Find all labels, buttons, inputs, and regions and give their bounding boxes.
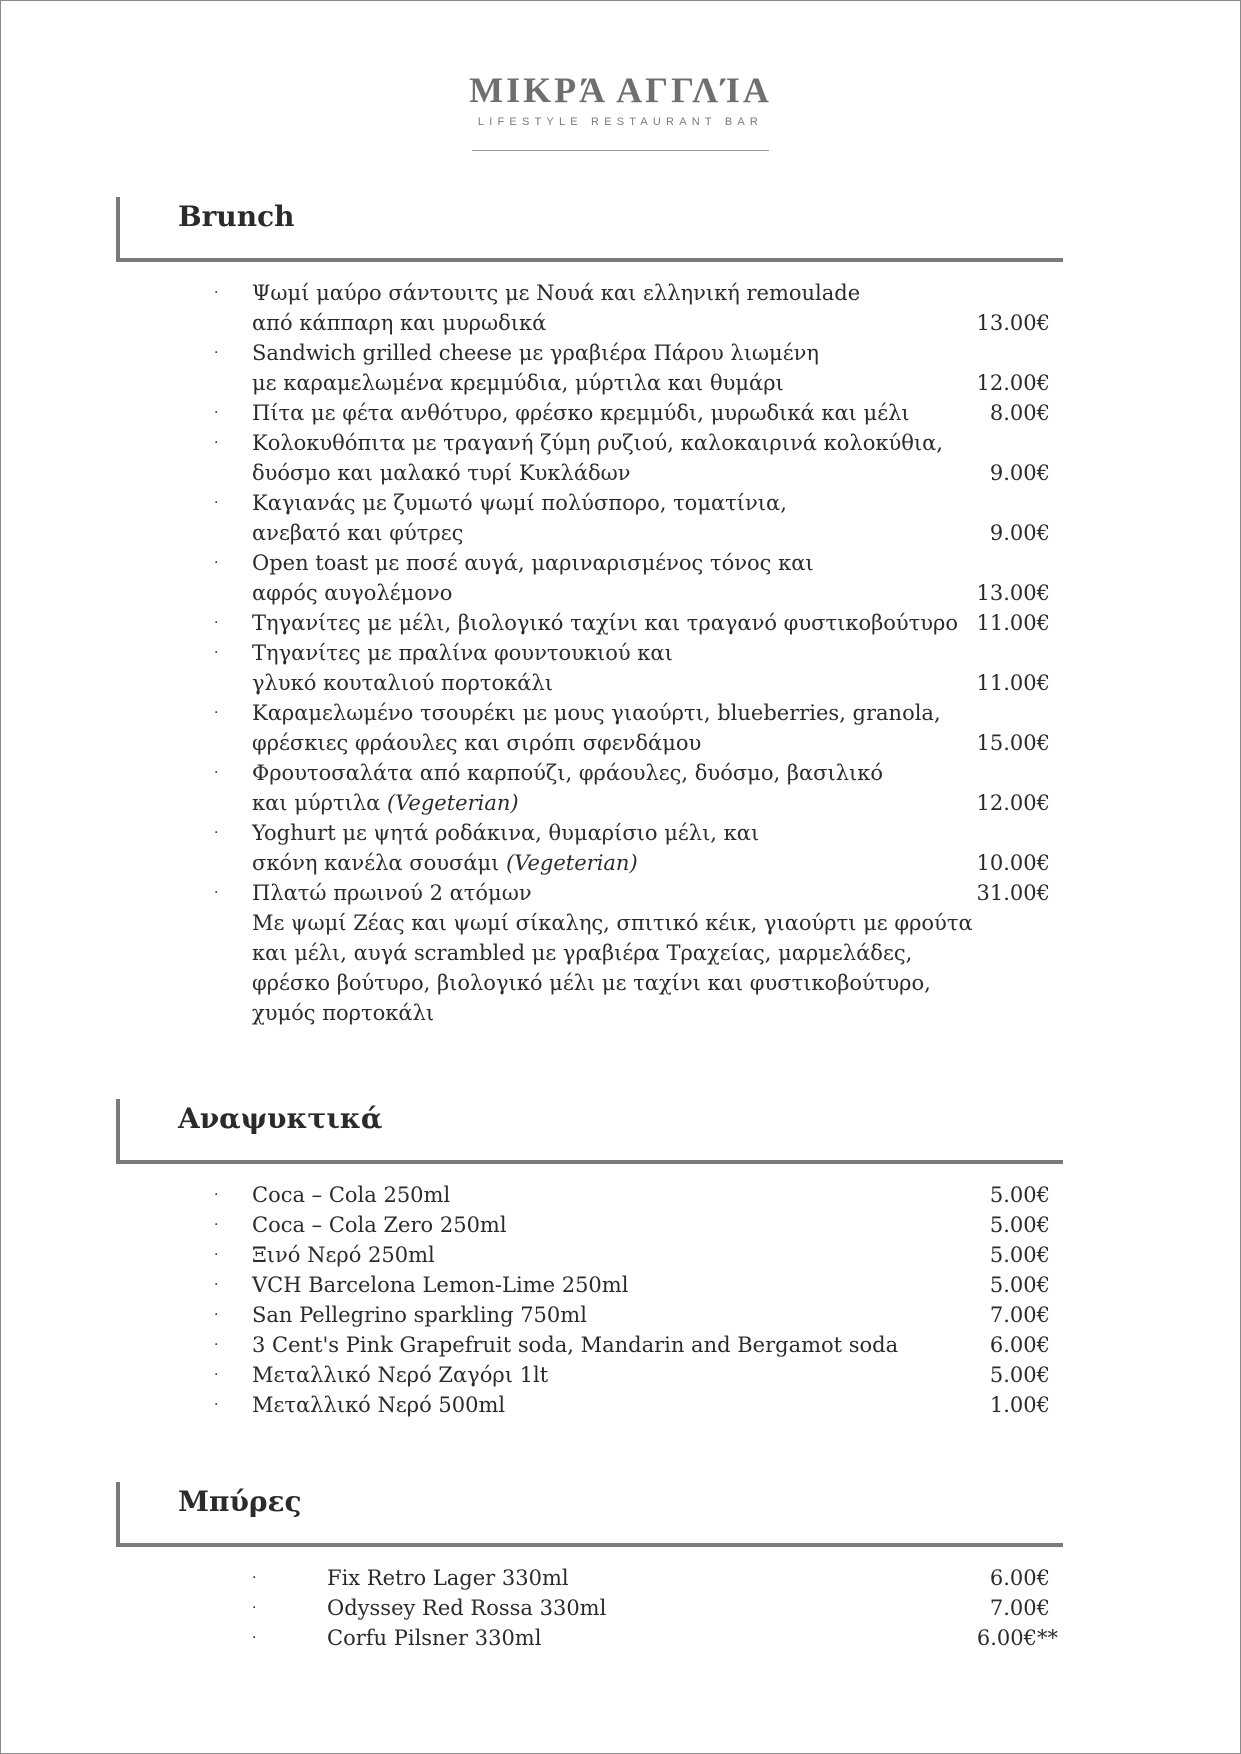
drink-name: VCH Barcelona Lemon-Lime 250ml xyxy=(252,1273,629,1297)
menu-item-line: με καραμελωμένα κρεμμύδια, μύρτιλα και θυμάρι xyxy=(252,371,784,395)
drink-name: San Pellegrino sparkling 750ml xyxy=(252,1303,587,1327)
menu-item-text xyxy=(252,518,463,548)
drink-name: Μεταλλικό Νερό 500ml xyxy=(252,1393,506,1417)
menu-item-line: Τηγανίτες με μέλι, βιολογικό ταχίνι και τραγανό φυστικοβούτυρο xyxy=(252,611,959,635)
menu-item-text xyxy=(252,488,787,518)
drink-name: 3 Cent's Pink Grapefruit soda, Mandarin and Bergamot soda xyxy=(252,1333,899,1357)
menu-item-price: 11.00€ xyxy=(976,611,1050,635)
beer-price: 6.00€** xyxy=(976,1626,1058,1650)
bullet: · xyxy=(214,405,219,421)
menu-item-text xyxy=(252,368,784,398)
menu-item-line: Τηγανίτες με πραλίνα φουντουκιού και xyxy=(252,641,673,665)
bullet: · xyxy=(214,1247,219,1263)
drink-name: Coca – Cola Zero 250ml xyxy=(252,1213,507,1237)
menu-item-line: γλυκό κουταλιού πορτοκάλι xyxy=(252,671,553,695)
drink-price: 5.00€ xyxy=(989,1213,1050,1237)
drink-name: Μεταλλικό Νερό Ζαγόρι 1lt xyxy=(252,1363,549,1387)
drink-price: 7.00€ xyxy=(989,1303,1050,1327)
beer-price: 7.00€ xyxy=(989,1596,1050,1620)
bullet: · xyxy=(252,1600,257,1616)
menu-item-text xyxy=(252,878,532,908)
menu-item-line: Ψωμί μαύρο σάντουιτς με Νουά και ελληνική remoulade xyxy=(252,281,861,305)
menu-item-text xyxy=(252,728,701,758)
section-title-brunch: Brunch xyxy=(178,200,295,233)
menu-item-price: 10.00€ xyxy=(976,851,1050,875)
drink-price: 5.00€ xyxy=(989,1363,1050,1387)
section-header-beers xyxy=(116,1482,1063,1547)
menu-item-line: σκόνη κανέλα σουσάμι xyxy=(252,851,507,875)
menu-item-line: Φρουτοσαλάτα από καρπούζι, φράουλες, δυόσμο, βασιλικό xyxy=(252,761,884,785)
drink-name: Ξινό Νερό 250ml xyxy=(252,1243,435,1267)
menu-item-text xyxy=(252,698,941,728)
beer-name: Corfu Pilsner 330ml xyxy=(327,1626,542,1650)
vegetarian-tag: (Vegeterian) xyxy=(380,791,519,815)
menu-item-line: φρέσκιες φράουλες και σιρόπι σφενδάμου xyxy=(252,731,702,755)
beer-price: 6.00€ xyxy=(989,1566,1050,1590)
menu-item-line: ανεβατό και φύτρες xyxy=(252,521,464,545)
section-title-beers: Μπύρες xyxy=(178,1485,302,1518)
menu-item-line: Yoghurt με ψητά ροδάκινα, θυμαρίσιο μέλι, και xyxy=(252,821,760,845)
menu-item-price: 15.00€ xyxy=(976,731,1050,755)
menu-item-text xyxy=(252,668,553,698)
menu-item-text xyxy=(252,278,860,308)
bullet: · xyxy=(214,1187,219,1203)
section-header-softdrinks xyxy=(116,1099,1063,1164)
section-title-softdrinks: Αναψυκτικά xyxy=(178,1102,383,1135)
menu-item-line: και μύρτιλα xyxy=(252,791,381,815)
bullet: · xyxy=(214,1307,219,1323)
menu-item-text xyxy=(252,638,673,668)
menu-item-line: από κάππαρη και μυρωδικά xyxy=(252,311,547,335)
bullet: · xyxy=(214,885,219,901)
bullet: · xyxy=(214,1397,219,1413)
platter-description-line: χυμός πορτοκάλι xyxy=(252,1001,435,1025)
menu-item-line: Sandwich grilled cheese με γραβιέρα Πάρου λιωμένη xyxy=(252,341,819,365)
platter-description-line: φρέσκο βούτυρο, βιολογικό μέλι με ταχίνι και φυστικοβούτυρο, xyxy=(252,971,931,995)
menu-item-price: 12.00€ xyxy=(976,791,1050,815)
menu-item-line: Πλατώ πρωινού 2 ατόμων xyxy=(252,881,532,905)
beer-name: Odyssey Red Rossa 330ml xyxy=(327,1596,607,1620)
menu-item-line: Καραμελωμένο τσουρέκι με μους γιαούρτι, blueberries, granola, xyxy=(252,701,941,725)
drink-price: 1.00€ xyxy=(989,1393,1050,1417)
menu-item-price: 11.00€ xyxy=(976,671,1050,695)
menu-item-price: 12.00€ xyxy=(976,371,1050,395)
menu-item-line: δυόσμο και μαλακό τυρί Κυκλάδων xyxy=(252,461,631,485)
drink-price: 5.00€ xyxy=(989,1243,1050,1267)
bullet: · xyxy=(214,1337,219,1353)
menu-item-line: Open toast με ποσέ αυγά, μαριναρισμένος τόνος και xyxy=(252,551,814,575)
logo-divider xyxy=(472,150,769,151)
bullet: · xyxy=(214,615,219,631)
menu-item-text xyxy=(252,338,819,368)
menu-item-text xyxy=(252,428,943,458)
menu-item-text xyxy=(252,398,910,428)
bullet: · xyxy=(252,1630,257,1646)
menu-item-line: Καγιανάς με ζυμωτό ψωμί πολύσπορο, τοματίνια, xyxy=(252,491,787,515)
menu-item-text xyxy=(252,848,638,878)
menu-item-text xyxy=(252,548,814,578)
drink-price: 5.00€ xyxy=(989,1183,1050,1207)
platter-description-line: Με ψωμί Ζέας και ψωμί σίκαλης, σπιτικό κέικ, γιαούρτι με φρούτα xyxy=(252,911,973,935)
bullet: · xyxy=(214,495,219,511)
menu-item-text xyxy=(252,758,883,788)
menu-item-price: 31.00€ xyxy=(976,881,1050,905)
menu-item-text xyxy=(252,458,631,488)
menu-item-text xyxy=(252,578,452,608)
logo-subtitle: LIFESTYLE RESTAURANT BAR xyxy=(477,116,764,128)
menu-item-price: 13.00€ xyxy=(976,311,1050,335)
logo-title: ΜΙΚΡΆ ΑΓΓΛΊΑ xyxy=(469,70,772,110)
menu-item-price: 8.00€ xyxy=(989,401,1050,425)
drink-name: Coca – Cola 250ml xyxy=(252,1183,451,1207)
bullet: · xyxy=(214,705,219,721)
beer-name: Fix Retro Lager 330ml xyxy=(327,1566,569,1590)
menu-item-text xyxy=(252,308,546,338)
bullet: · xyxy=(252,1570,257,1586)
menu-item-price: 9.00€ xyxy=(989,461,1050,485)
bullet: · xyxy=(214,345,219,361)
menu-item-price: 9.00€ xyxy=(989,521,1050,545)
bullet: · xyxy=(214,1277,219,1293)
bullet: · xyxy=(214,1217,219,1233)
menu-item-price: 13.00€ xyxy=(976,581,1050,605)
drink-price: 6.00€ xyxy=(989,1333,1050,1357)
bullet: · xyxy=(214,765,219,781)
restaurant-logo xyxy=(0,70,1241,128)
menu-item-line: Κολοκυθόπιτα με τραγανή ζύμη ρυζιού, καλοκαιρινά κολοκύθια, xyxy=(252,431,943,455)
bullet: · xyxy=(214,645,219,661)
menu-item-line: αφρός αυγολέμονο xyxy=(252,581,453,605)
menu-item-text xyxy=(252,788,519,818)
drink-price: 5.00€ xyxy=(989,1273,1050,1297)
menu-item-line: Πίτα με φέτα ανθότυρο, φρέσκο κρεμμύδι, μυρωδικά και μέλι xyxy=(252,401,910,425)
menu-item-text xyxy=(252,818,759,848)
bullet: · xyxy=(214,825,219,841)
bullet: · xyxy=(214,285,219,301)
section-header-brunch xyxy=(116,197,1063,262)
menu-item-text xyxy=(252,608,958,638)
bullet: · xyxy=(214,1367,219,1383)
vegetarian-tag: (Vegeterian) xyxy=(506,851,638,875)
bullet: · xyxy=(214,435,219,451)
platter-description-line: και μέλι, αυγά scrambled με γραβιέρα Τραχείας, μαρμελάδες, xyxy=(252,941,913,965)
bullet: · xyxy=(214,555,219,571)
